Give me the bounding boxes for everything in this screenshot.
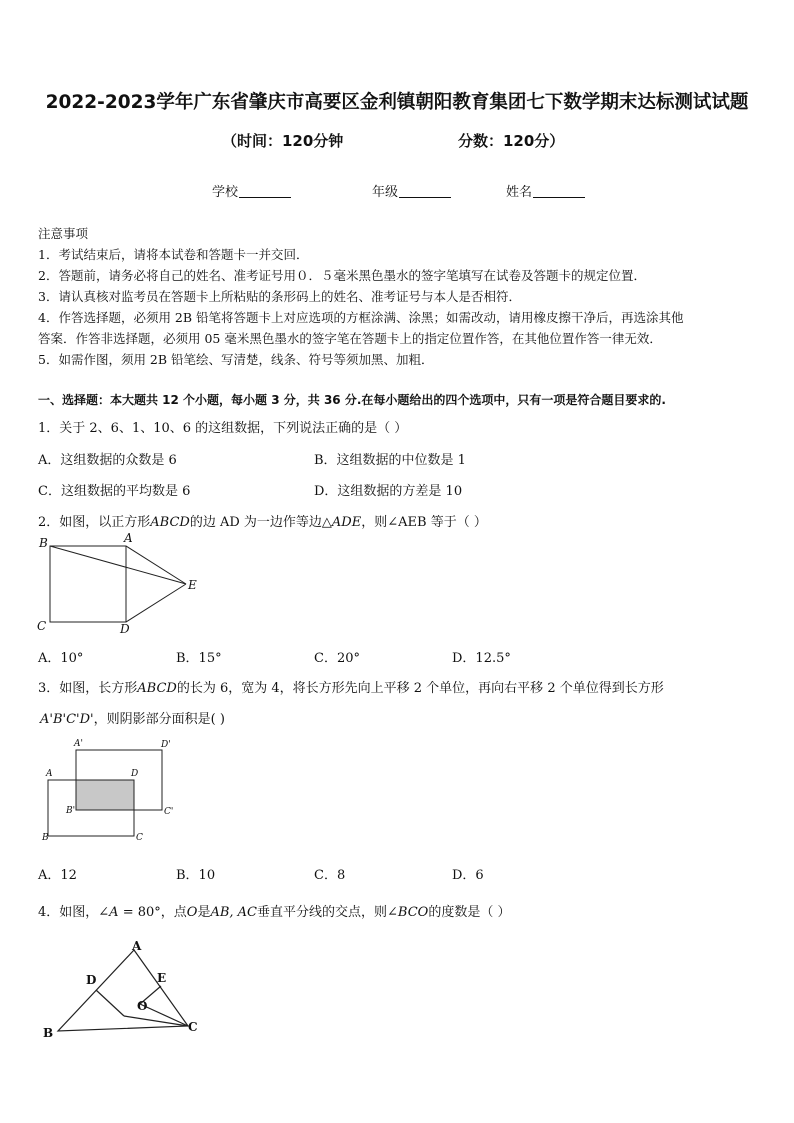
q1-option-b[interactable]: B．这组数据的中位数是 1 [314,453,466,468]
q2-option-a[interactable]: A．10° [38,651,84,666]
school-blank[interactable] [239,185,291,198]
grade-label: 年级 [372,185,399,200]
notice-item: 答案．作答非选择题，必须用 05 毫米黑色墨水的签字笔在答题卡上的指定位置作答，在其他位置作答一律无效． [38,331,662,346]
label-e: E [188,578,197,592]
label-c: C [37,619,47,633]
q4-stem-part: 4．如图，∠ [38,905,110,920]
q3-option-b[interactable]: B．10 [176,868,216,883]
segment-be [50,546,186,584]
q3-option-d[interactable]: D．6 [452,868,484,883]
grade-field [372,181,451,200]
q2-stem-var: ADE [331,515,362,530]
label-d: D [131,769,139,779]
q3-stem-part: ，则阴影部分面积是( ) [93,712,225,727]
q4-stem-part: 的度数是（ ） [428,905,511,920]
grade-blank[interactable] [399,185,451,198]
q2-option-c[interactable]: C．20° [314,651,360,666]
question-3-stem-line2 [40,708,225,727]
q2-figure [30,532,210,640]
label-c-prime: C' [164,807,174,817]
q4-stem-part: = 80°，点 [118,905,187,920]
label-d: D [86,973,97,987]
notice-item: 5．如需作图，须用 2B 铅笔绘、写清楚，线条、符号等须加黑、加粗． [38,352,434,367]
exam-time: （时间：120分钟 [222,132,344,150]
question-1-stem: 1．关于 2、6、1、10、6 的这组数据，下列说法正确的是（ ） [38,421,408,436]
label-a-prime: A' [74,739,83,749]
label-b: B [42,833,49,843]
school-label: 学校 [212,185,239,200]
notice-item: 1．考试结束后，请将本试卷和答题卡一并交回． [38,247,309,262]
label-e: E [157,971,167,985]
label-c: C [188,1020,198,1034]
q3-stem-part: 3．如图，长方形 [38,681,138,696]
section-heading: 一、选择题：本大题共 12 个小题，每小题 3 分，共 36 分.在每小题给出的四个选项中，只有一项是符合题目要求的. [38,393,666,407]
q2-option-d[interactable]: D．12.5° [452,651,511,666]
question-4-stem [38,901,510,920]
label-a: A [132,939,142,953]
label-c: C [136,833,143,843]
q2-stem-var: ABCD [150,515,190,530]
exam-score: 分数：120分） [458,132,565,150]
q1-option-c[interactable]: C．这组数据的平均数是 6 [38,484,191,499]
triangle-abc [58,950,188,1031]
q2-stem-part: 的边 AD 为一边作等边△ [189,515,332,530]
label-b: B [43,1026,54,1040]
perpendicular-do [96,990,124,1016]
page-title: 2022-2023学年广东省肇庆市高要区金利镇朝阳教育集团七下数学期末达标测试试题 [45,92,749,113]
name-field [506,181,585,200]
question-3-stem [38,677,664,696]
q2-stem-part: 2．如图，以正方形 [38,515,151,530]
q4-stem-part: 垂直平分线的交点，则∠ [257,905,398,920]
segment-de [126,584,186,622]
q4-stem-var: A [109,905,119,920]
label-d: D [120,622,130,636]
school-field [212,181,291,200]
label-b-prime: B' [66,806,76,816]
q4-stem-part: 是 [197,905,211,920]
q1-option-a[interactable]: A．这组数据的众数是 6 [38,453,177,468]
q2-stem-part: ，则∠AEB 等于（ ） [361,515,487,530]
q3-option-c[interactable]: C．8 [314,868,346,883]
q2-option-b[interactable]: B．15° [176,651,222,666]
label-d-prime: D' [161,740,171,750]
q3-stem-part: 的长为 6，宽为 4，将长方形先向上平移 2 个单位，再向右平移 2 个单位得到长方形 [176,681,664,696]
name-label: 姓名 [506,185,533,200]
name-blank[interactable] [533,185,585,198]
notice-item: 2．答题前，请务必将自己的姓名、准考证号用０．５毫米黑色墨水的签字笔填写在试卷及答题卡的规定位置． [38,268,646,283]
q3-figure [34,736,184,844]
notice-heading: 注意事项 [38,226,89,241]
label-o: O [137,999,148,1013]
label-a: A [124,532,133,545]
q3-stem-var: A'B'C'D' [40,712,94,727]
segment-ae [126,546,186,584]
q4-stem-var: AB, AC [210,905,257,920]
label-b: B [39,536,48,550]
shaded-region [76,780,134,810]
label-a: A [46,769,53,779]
q4-figure [38,938,213,1043]
q1-option-d[interactable]: D．这组数据的方差是 10 [314,484,463,499]
question-2-stem [38,511,487,530]
square-abcd [50,546,126,622]
q3-option-a[interactable]: A．12 [38,868,77,883]
q4-stem-var: BCO [397,905,429,920]
q4-stem-var: O [186,905,198,920]
notice-item: 4．作答选择题，必须用 2B 铅笔将答题卡上对应选项的方框涂满、涂黑；如需改动，请用橡皮擦干净后，再选涂其他 [38,310,684,325]
q3-stem-var: ABCD [137,681,177,696]
notice-item: 3．请认真核对监考员在答题卡上所粘贴的条形码上的姓名、准考证号与本人是否相符． [38,289,521,304]
